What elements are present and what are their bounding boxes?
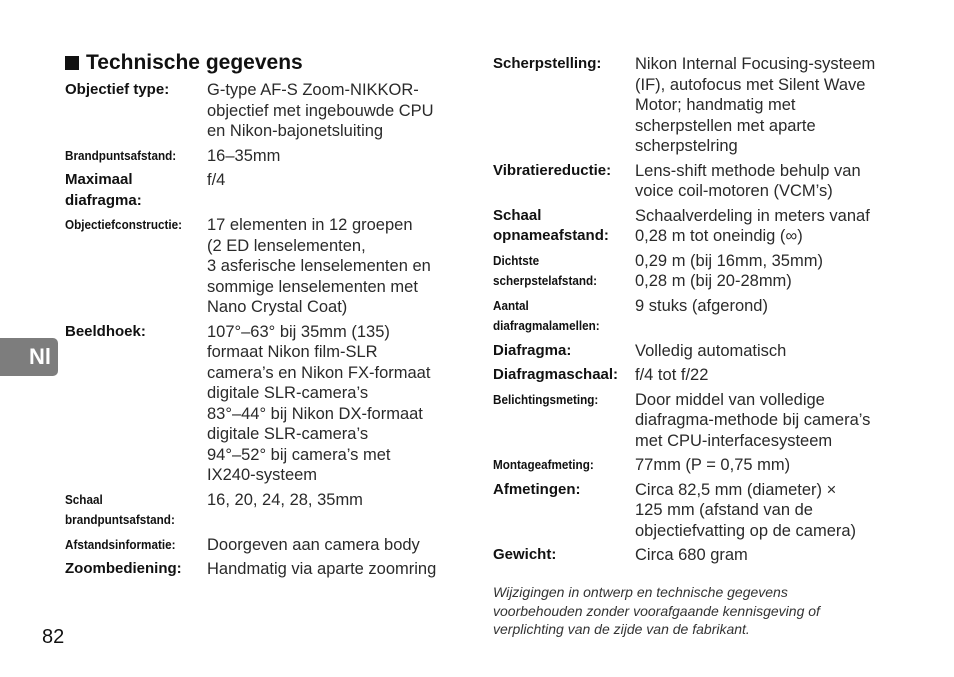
section-title-text: Technische gegevens [86, 51, 303, 74]
spec-value: Volledig automatisch [635, 341, 787, 360]
spec-row [65, 170, 460, 211]
spec-label: Vibratiereductie: [493, 161, 612, 179]
spec-row [493, 161, 893, 202]
language-tab [0, 338, 58, 376]
spec-label: Zoombediening: [65, 560, 182, 577]
spec-label: Diafragma: [493, 341, 572, 359]
spec-label: Scherpstelling: [493, 55, 602, 72]
spec-row [493, 390, 893, 452]
spec-value: 107°–63° bij 35mm (135) formaat Nikon film-SLR camera’s en Nikon FX-formaat digitale SLR-camera’s 83°–44° bij Nikon DX-formaat digitale SLR-camera’s 94°–52° bij camera’s met IX240-systeem [207, 322, 431, 484]
spec-value: Circa 82,5 mm (diameter) × 125 mm (afstand van de objectiefvatting op de camera) [635, 480, 857, 540]
spec-value: 77mm (P = 0,75 mm) [635, 456, 791, 474]
spec-value: Handmatig via aparte zoomring [207, 560, 437, 578]
spec-label: Objectiefconstructie: [65, 217, 183, 232]
square-bullet-icon [65, 56, 79, 70]
spec-value: 0,29 m (bij 16mm, 35mm) 0,28 m (bij 20-28mm) [635, 251, 823, 290]
spec-row [493, 365, 893, 386]
spec-value: 16, 20, 24, 28, 35mm [207, 490, 363, 509]
spec-value: G-type AF-S Zoom-NIKKOR- objectief met ingebouwde CPU en Nikon-bajonetsluiting [207, 81, 434, 140]
spec-row [65, 215, 460, 318]
spec-value: Door middel van volledige diafragma-methode bij camera’s met CPU-interfacesysteem [635, 390, 871, 450]
spec-label: Schaal opnameafstand: [493, 206, 609, 244]
spec-label: Beeldhoek: [65, 322, 146, 340]
spec-label: Gewicht: [493, 546, 557, 563]
specs-left-column [65, 80, 460, 584]
spec-row [493, 480, 893, 542]
spec-row [493, 341, 893, 362]
spec-label: Aantal diafragmalamellen: [493, 297, 600, 333]
disclaimer-note: Wijzigingen in ontwerp en technische gegevens voorbehouden zonder voorafgaande kennisgeving of verplichting van de zijde van de fabrikant. [493, 584, 820, 637]
spec-label: Objectief type: [65, 81, 170, 98]
spec-value: f/4 tot f/22 [635, 366, 709, 384]
spec-label: Brandpuntsafstand: [65, 147, 177, 163]
spec-value: f/4 [207, 171, 226, 189]
spec-row [65, 80, 460, 142]
spec-label: Schaal brandpuntsafstand: [65, 491, 175, 527]
spec-row [65, 490, 460, 531]
spec-row [493, 296, 893, 337]
specs-right-column [493, 54, 893, 570]
spec-value: Nikon Internal Focusing-systeem (IF), autofocus met Silent Wave Motor; handmatig met scherpstellen met aparte scherpstelring [635, 55, 876, 155]
spec-label: Dichtste scherpstelafstand: [493, 252, 598, 288]
spec-label: Afstandsinformatie: [65, 536, 176, 552]
spec-label: Belichtingsmeting: [493, 391, 599, 407]
spec-row [493, 206, 893, 247]
section-title [65, 50, 303, 76]
spec-row [65, 322, 460, 486]
spec-value: Schaalverdeling in meters vanaf 0,28 m tot oneindig (∞) [635, 206, 870, 245]
spec-label: Maximaal diafragma: [65, 171, 142, 209]
spec-value: Doorgeven aan camera body [207, 535, 420, 554]
spec-row [493, 545, 893, 566]
page-number: 82 [42, 626, 65, 648]
spec-label: Diafragmaschaal: [493, 366, 619, 383]
spec-value: 9 stuks (afgerond) [635, 296, 768, 315]
spec-row [493, 455, 893, 476]
spec-label: Montageafmeting: [493, 457, 594, 472]
spec-value: 16–35mm [207, 146, 281, 165]
spec-label: Afmetingen: [493, 480, 581, 498]
spec-value: 17 elementen in 12 groepen (2 ED lenselementen, 3 asferische lenselementen en sommige lenselementen met Nano Crystal Coat) [207, 216, 431, 316]
spec-row [65, 535, 460, 556]
spec-row [65, 146, 460, 167]
spec-row [493, 251, 893, 292]
language-tab-label: Nl [29, 344, 51, 369]
spec-row [493, 54, 893, 157]
spec-value: Circa 680 gram [635, 546, 748, 564]
spec-value: Lens-shift methode behulp van voice coil-motoren (VCM’s) [635, 161, 861, 200]
spec-row [65, 559, 460, 580]
